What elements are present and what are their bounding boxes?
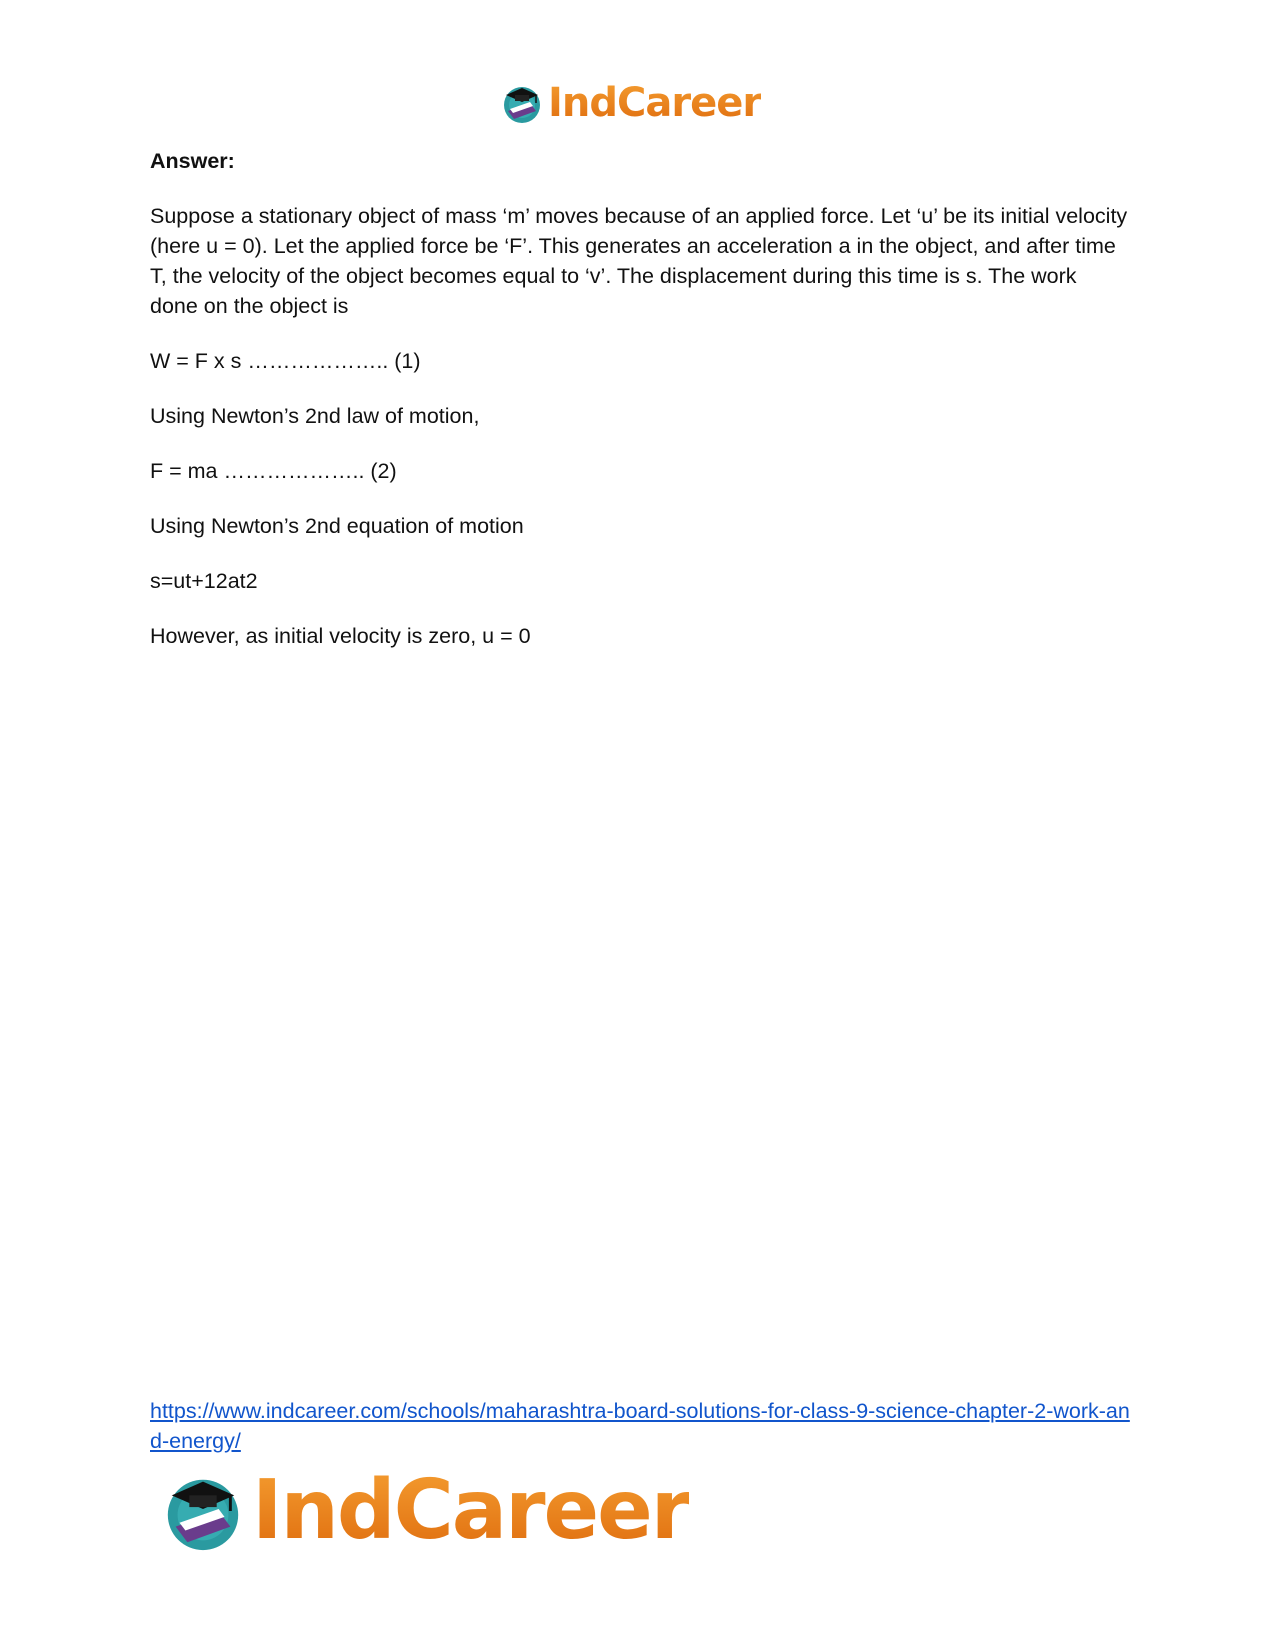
source-link[interactable]: https://www.indcareer.com/schools/maharashtra-board-solutions-for-class-9-science-chapter-2-work-and-energy/: [150, 1399, 1130, 1453]
answer-paragraph: Using Newton’s 2nd equation of motion: [150, 514, 524, 538]
answer-paragraph: Suppose a stationary object of mass ‘m’ moves because of an applied force. Let ‘u’ be its initial velocity (here u = 0). Let the applied force be ‘F’. This generates an acceleration a in the object, and after time T, the velocity of the object becomes equal to ‘v’. The displacement during this time is s. The work done on the object is: [150, 204, 1128, 318]
footer-logo: [160, 1463, 690, 1558]
logo-wordmark: IndCareer: [548, 80, 762, 126]
equation-displacement: s=ut+12at2: [150, 569, 258, 593]
header-logo: [500, 80, 761, 126]
answer-paragraph: However, as initial velocity is zero, u = 0: [150, 624, 531, 648]
graduation-globe-icon: [500, 81, 544, 125]
equation-force: F = ma ……………….. (2): [150, 459, 397, 483]
logo-wordmark: IndCareer: [252, 1463, 690, 1558]
answer-content: [150, 146, 1130, 676]
answer-paragraph: Using Newton’s 2nd law of motion,: [150, 404, 480, 428]
equation-work: W = F x s ……………….. (1): [150, 349, 421, 373]
graduation-globe-icon: [160, 1468, 246, 1554]
answer-heading: Answer:: [150, 149, 235, 173]
